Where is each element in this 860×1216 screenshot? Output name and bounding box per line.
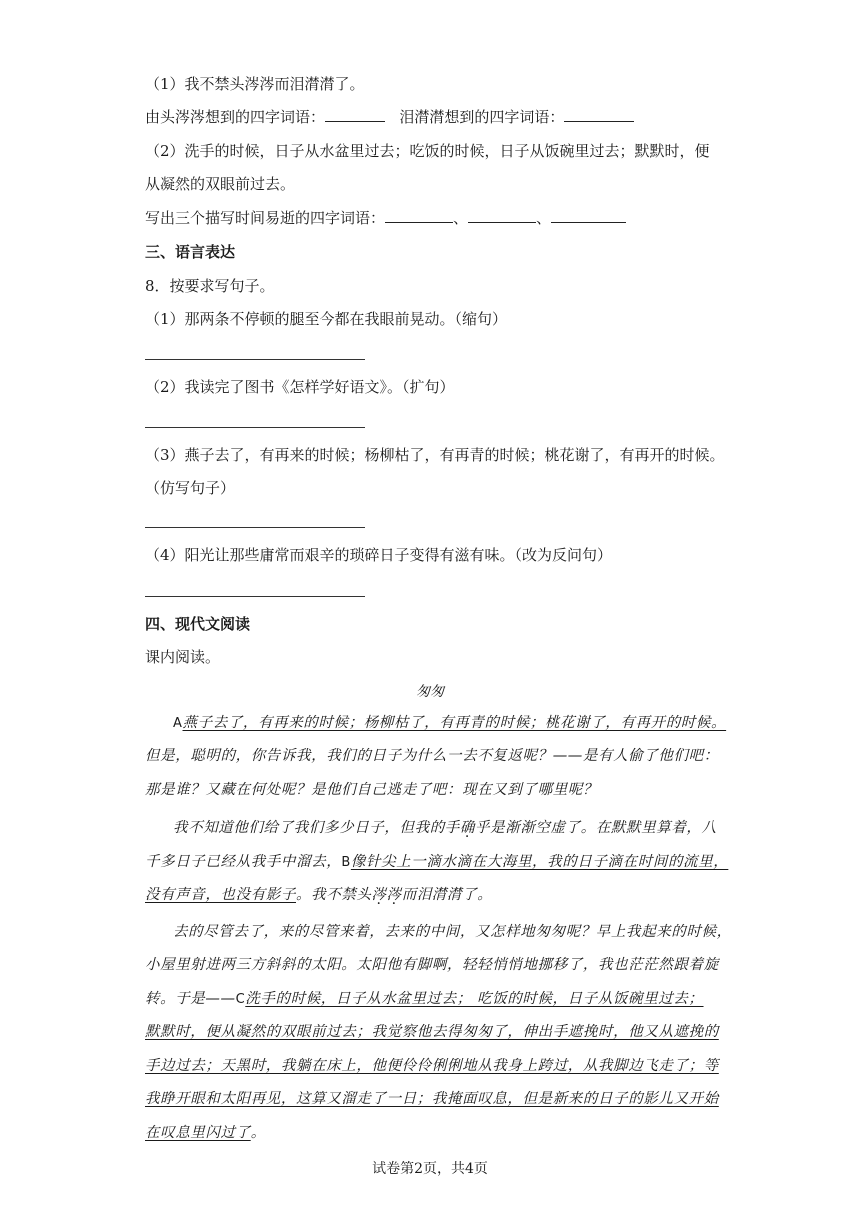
underlined-sentence-c-end: 在叹息里闪过了	[145, 1125, 251, 1141]
answer-line[interactable]	[145, 359, 365, 360]
marker-a: A	[173, 716, 183, 731]
separator: 、	[453, 209, 469, 227]
text-span: 转。于是——	[145, 991, 236, 1007]
underlined-sentence-c-cont: 手边过去；天黑时，我躺在床上，他便伶伶俐俐地从我身上跨过，从我脚边飞走了；等	[145, 1058, 719, 1074]
q7-sub1-prompt	[145, 107, 634, 127]
text-span: 乎是渐渐空虚了。在默默里算着，八	[475, 820, 717, 836]
underlined-sentence-c-cont: 默默时，便从凝然的双眼前过去；我觉察他去得匆匆了，伸出手遮挽时，他又从遮挽的	[145, 1024, 719, 1040]
answer-blank[interactable]	[468, 208, 536, 223]
passage-line: 那是谁？又藏在何处呢？是他们自己逃走了吧：现在又到了哪里呢？	[145, 782, 598, 798]
underlined-sentence-c-cont: 我睁开眼和太阳再见，这算又溜走了一日；我掩面叹息，但是新来的日子的影儿又开始	[145, 1091, 719, 1107]
passage-title: 匆匆	[416, 684, 444, 700]
text-span: 千多日子已经从我手中溜去，	[145, 854, 342, 870]
text-span: 我不知道他们给了我们多少日子，但我的手	[173, 820, 460, 836]
separator: 、	[536, 209, 552, 227]
passage-line: 小屋里射进两三方斜斜的太阳。太阳他有脚啊，轻轻悄悄地挪移了，我也茫茫然跟着旋	[145, 957, 719, 973]
q7-sub2-line1: （2）洗手的时候，日子从水盆里过去；吃饭的时候，日子从饭碗里过去；默默时，便	[145, 142, 710, 160]
underlined-sentence-c: 洗手的时候，日子从水盆里过去； 吃饭的时候，日子从饭碗里过去；	[245, 991, 704, 1007]
answer-blank[interactable]	[385, 208, 453, 223]
q8-item-4: （4）阳光让那些庸常而艰辛的琐碎日子变得有滋有味。（改为反问句）	[145, 546, 613, 564]
underlined-sentence-a: 燕子去了，有再来的时候；杨柳枯了，有再青的时候；桃花谢了，有再开的时候。	[182, 715, 727, 731]
answer-blank[interactable]	[325, 107, 385, 122]
passage-line	[173, 713, 726, 734]
dotted-char: 涔	[386, 887, 402, 903]
q7-prompt: 写出三个描写时间易逝的四字词语：	[145, 209, 386, 227]
passage-line	[145, 989, 704, 1010]
underlined-sentence-b-cont: 没有声音，也没有影子	[145, 887, 296, 903]
question-8: 8．按要求写句子。	[145, 277, 275, 295]
marker-b: B	[341, 855, 351, 870]
q8-item-3-cont: （仿写句子）	[145, 479, 236, 497]
underlined-sentence-b: 像针尖上一滴水滴在大海里，我的日子滴在时间的流里，	[350, 854, 729, 870]
text-span: 。我不禁头	[296, 887, 372, 903]
text-span: 。	[250, 1125, 266, 1141]
marker-c: C	[235, 992, 246, 1007]
passage-line	[173, 818, 717, 838]
passage-line	[145, 1123, 266, 1143]
dotted-char: 涔	[371, 887, 387, 903]
reading-intro: 课内阅读。	[145, 648, 221, 666]
answer-line[interactable]	[145, 527, 365, 528]
section-heading-3: 三、语言表达	[145, 243, 236, 261]
text-span: 而泪潸潸了。	[401, 887, 493, 903]
q7-sub2-line2: 从凝然的双眼前过去。	[145, 175, 296, 193]
answer-line[interactable]	[145, 596, 365, 597]
passage-line	[145, 885, 492, 905]
answer-blank[interactable]	[564, 107, 634, 122]
q7-sub1: （1）我不禁头涔涔而泪潸潸了。	[145, 75, 365, 93]
passage-line: 去的尽管去了，来的尽管来着，去来的中间，又怎样地匆匆呢？早上我起来的时候，	[173, 924, 732, 940]
page-footer: 试卷第2页，共4页	[372, 1161, 488, 1177]
dotted-char: 确	[459, 820, 476, 836]
answer-line[interactable]	[145, 427, 365, 428]
q7-sub2-prompt	[145, 208, 626, 228]
section-heading-4: 四、现代文阅读	[145, 615, 251, 633]
q8-item-1: （1）那两条不停顿的腿至今都在我眼前晃动。（缩句）	[145, 310, 508, 328]
q8-item-3: （3）燕子去了，有再来的时候；杨柳枯了，有再青的时候；桃花谢了，有再开的时候。	[145, 446, 725, 464]
passage-line	[145, 852, 728, 873]
q7-prompt-a: 由头涔涔想到的四字词语：	[145, 108, 326, 126]
q7-prompt-b: 泪潸潸想到的四字词语：	[399, 108, 565, 126]
q8-item-2: （2）我读完了图书《怎样学好语文》。（扩句）	[145, 378, 455, 396]
answer-blank[interactable]	[551, 208, 626, 223]
passage-line: 但是，聪明的，你告诉我，我们的日子为什么一去不复返呢？——是有人偷了他们吧：	[145, 748, 719, 764]
